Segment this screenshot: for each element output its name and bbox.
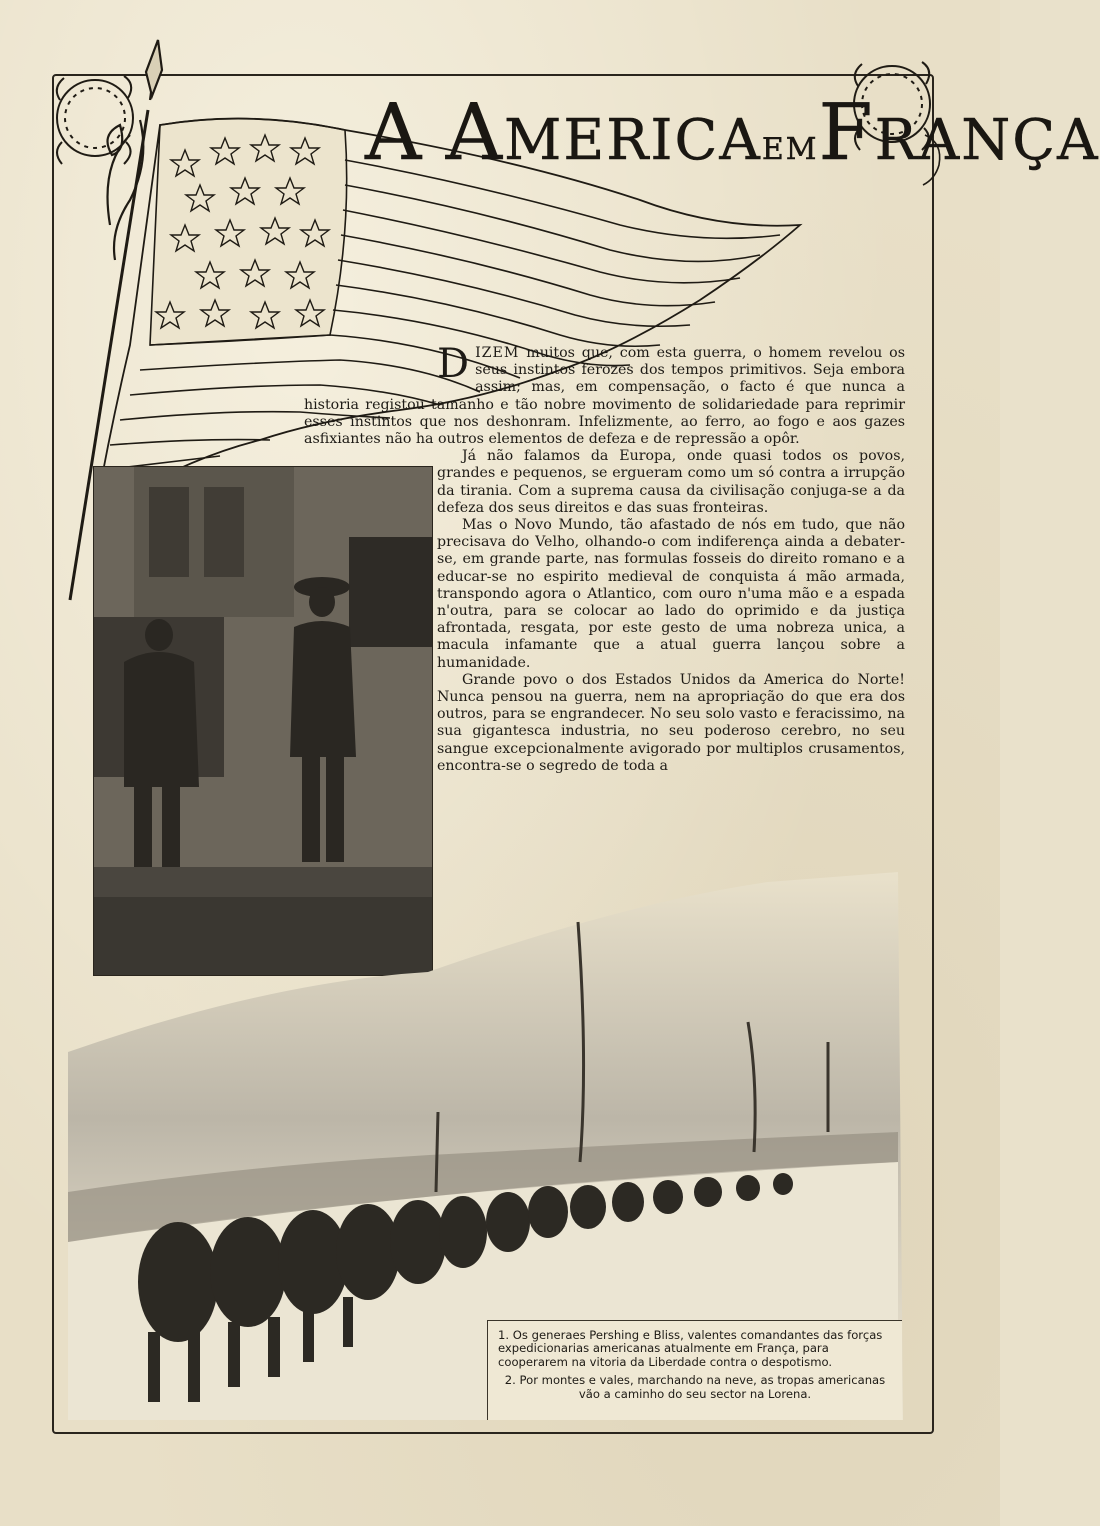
photo-captions	[487, 1320, 902, 1420]
article-paragraph-2: Já não falamos da Europa, onde quasi todos os povos, grandes e pequenos, se ergueram como um só contra a irrupção da tirania. Com a suprema causa da civilisação conjuga-se a da defeza dos seus direitos e das suas fronteiras.	[437, 448, 905, 516]
title-america-initial: A	[445, 88, 505, 178]
caption-2: 2. Por montes e vales, marchando na neve, as tropas americanas vão a caminho do seu sector na Lorena.	[504, 1373, 886, 1401]
title-franca-middle: RAN	[874, 108, 1013, 173]
caption-1: 1. Os generaes Pershing e Bliss, valentes comandantes das forças expedicionarias americanas atualmente em França, para cooperarem na vitoria da Liberdade contra o despotismo.	[498, 1328, 883, 1369]
article-paragraph-1-text: muitos que, com esta guerra, o homem revelou os seus instintos ferozes dos tempos primitivos. Seja embora assim; mas, em compensação, o facto é que nunca a historia registou tamanho e tão nobre movimento de solidariedade para reprimir esses instintos que nos deshonram. Infelizmente, ao ferro, ao fogo e aos gazes asfixiantes não ha outros elementos de defeza e de repressão a opôr.	[304, 345, 905, 448]
drop-cap: D	[437, 341, 470, 387]
title-franca-end: A	[1057, 108, 1100, 173]
page-title	[365, 88, 1100, 198]
article-paragraph-4: Grande povo o dos Estados Unidos da America do Norte! Nunca pensou na guerra, nem na apropriação do que era dos outros, para se engrandecer. No seu solo vasto e feracissimo, na sua gigantesca industria, no seu poderoso cerebro, no seu sangue excepcionalmente avigorado por multiplos crusamentos, encontra-se o segredo de toda a	[437, 671, 905, 774]
title-word-em: EM	[761, 132, 819, 167]
lead-word: IZEM	[475, 345, 520, 361]
title-franca-initial: F	[818, 88, 875, 178]
title-america-end: A	[719, 108, 762, 173]
article-paragraph-3: Mas o Novo Mundo, tão afastado de nós em tudo, que não precisava do Velho, olhando-o com indiferença ainda a debater-se, em grande parte, nas formulas fosseis do direito romano e a educar-se no espirito medieval de conquista á mão armada, transpondo agora o Atlantico, com ouro n'uma mão e a espada n'outra, para se colocar ao lado do oprimido e da justiça afrontada, resgata, por este gesto de uma nobreza unica, a macula infamante que a atual guerra lançou sobre a humanidade.	[437, 517, 905, 671]
title-america-middle: MERI	[504, 108, 675, 173]
title-franca-c: Ç	[1012, 108, 1058, 173]
title-america-c: C	[674, 108, 720, 173]
left-wreath-icon	[57, 76, 133, 164]
title-word-a: A	[365, 88, 424, 178]
